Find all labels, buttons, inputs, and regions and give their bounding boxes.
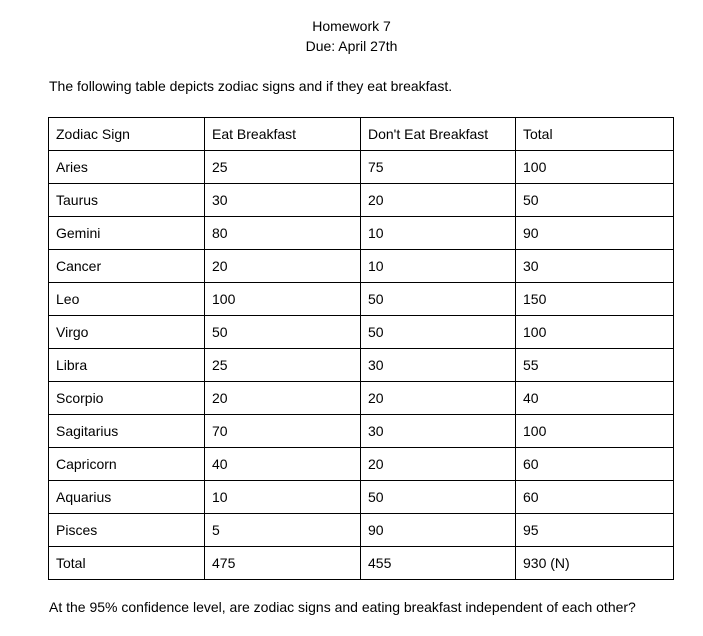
column-header-dont-eat-breakfast: Don't Eat Breakfast <box>361 118 516 151</box>
total-cell: 90 <box>516 217 674 250</box>
dont-eat-breakfast-cell: 10 <box>361 250 516 283</box>
zodiac-sign-cell: Virgo <box>49 316 205 349</box>
table-row <box>49 349 674 382</box>
dont-eat-breakfast-cell: 30 <box>361 415 516 448</box>
zodiac-sign-cell: Aries <box>49 151 205 184</box>
intro-text: The following table depicts zodiac signs and if they eat breakfast. <box>49 78 453 94</box>
due-date: Due: April 27th <box>305 38 398 54</box>
zodiac-sign-cell: Libra <box>49 349 205 382</box>
dont-eat-breakfast-cell: 20 <box>361 382 516 415</box>
total-cell: 40 <box>516 382 674 415</box>
dont-eat-breakfast-cell: 30 <box>361 349 516 382</box>
column-header-zodiac-sign: Zodiac Sign <box>49 118 205 151</box>
eat-breakfast-cell: 5 <box>205 514 361 547</box>
zodiac-sign-cell: Pisces <box>49 514 205 547</box>
zodiac-breakfast-table <box>48 117 674 580</box>
table-total-row <box>49 547 674 580</box>
zodiac-sign-cell: Capricorn <box>49 448 205 481</box>
total-cell: 100 <box>516 316 674 349</box>
dont-eat-breakfast-cell: 75 <box>361 151 516 184</box>
total-cell: 95 <box>516 514 674 547</box>
zodiac-sign-cell: Aquarius <box>49 481 205 514</box>
zodiac-sign-cell: Taurus <box>49 184 205 217</box>
column-header-eat-breakfast: Eat Breakfast <box>205 118 361 151</box>
table-row <box>49 217 674 250</box>
table-row <box>49 283 674 316</box>
total-cell: 60 <box>516 448 674 481</box>
eat-breakfast-cell: 475 <box>205 547 361 580</box>
dont-eat-breakfast-cell: 50 <box>361 481 516 514</box>
dont-eat-breakfast-cell: 20 <box>361 184 516 217</box>
dont-eat-breakfast-cell: 50 <box>361 283 516 316</box>
eat-breakfast-cell: 20 <box>205 382 361 415</box>
eat-breakfast-cell: 25 <box>205 349 361 382</box>
eat-breakfast-cell: 10 <box>205 481 361 514</box>
table-row <box>49 316 674 349</box>
eat-breakfast-cell: 50 <box>205 316 361 349</box>
total-cell: 50 <box>516 184 674 217</box>
table-body <box>49 118 674 580</box>
total-cell: 55 <box>516 349 674 382</box>
question-text: At the 95% confidence level, are zodiac signs and eating breakfast independent of each other? <box>49 599 636 615</box>
eat-breakfast-cell: 40 <box>205 448 361 481</box>
eat-breakfast-cell: 100 <box>205 283 361 316</box>
dont-eat-breakfast-cell: 10 <box>361 217 516 250</box>
eat-breakfast-cell: 70 <box>205 415 361 448</box>
zodiac-sign-cell: Scorpio <box>49 382 205 415</box>
table-row <box>49 184 674 217</box>
zodiac-sign-cell: Leo <box>49 283 205 316</box>
total-cell: 30 <box>516 250 674 283</box>
eat-breakfast-cell: 20 <box>205 250 361 283</box>
dont-eat-breakfast-cell: 90 <box>361 514 516 547</box>
dont-eat-breakfast-cell: 50 <box>361 316 516 349</box>
table-row <box>49 382 674 415</box>
table-row <box>49 448 674 481</box>
table-row <box>49 151 674 184</box>
table-header-row <box>49 118 674 151</box>
zodiac-sign-cell: Gemini <box>49 217 205 250</box>
total-cell: 930 (N) <box>516 547 674 580</box>
total-cell: 100 <box>516 415 674 448</box>
eat-breakfast-cell: 80 <box>205 217 361 250</box>
table-row <box>49 250 674 283</box>
eat-breakfast-cell: 30 <box>205 184 361 217</box>
table-row <box>49 481 674 514</box>
total-cell: 150 <box>516 283 674 316</box>
zodiac-sign-cell: Total <box>49 547 205 580</box>
total-cell: 100 <box>516 151 674 184</box>
total-cell: 60 <box>516 481 674 514</box>
table-row <box>49 514 674 547</box>
zodiac-sign-cell: Sagitarius <box>49 415 205 448</box>
eat-breakfast-cell: 25 <box>205 151 361 184</box>
dont-eat-breakfast-cell: 455 <box>361 547 516 580</box>
document-title: Homework 7 <box>312 18 391 34</box>
zodiac-sign-cell: Cancer <box>49 250 205 283</box>
table-row <box>49 415 674 448</box>
column-header-total: Total <box>516 118 674 151</box>
dont-eat-breakfast-cell: 20 <box>361 448 516 481</box>
